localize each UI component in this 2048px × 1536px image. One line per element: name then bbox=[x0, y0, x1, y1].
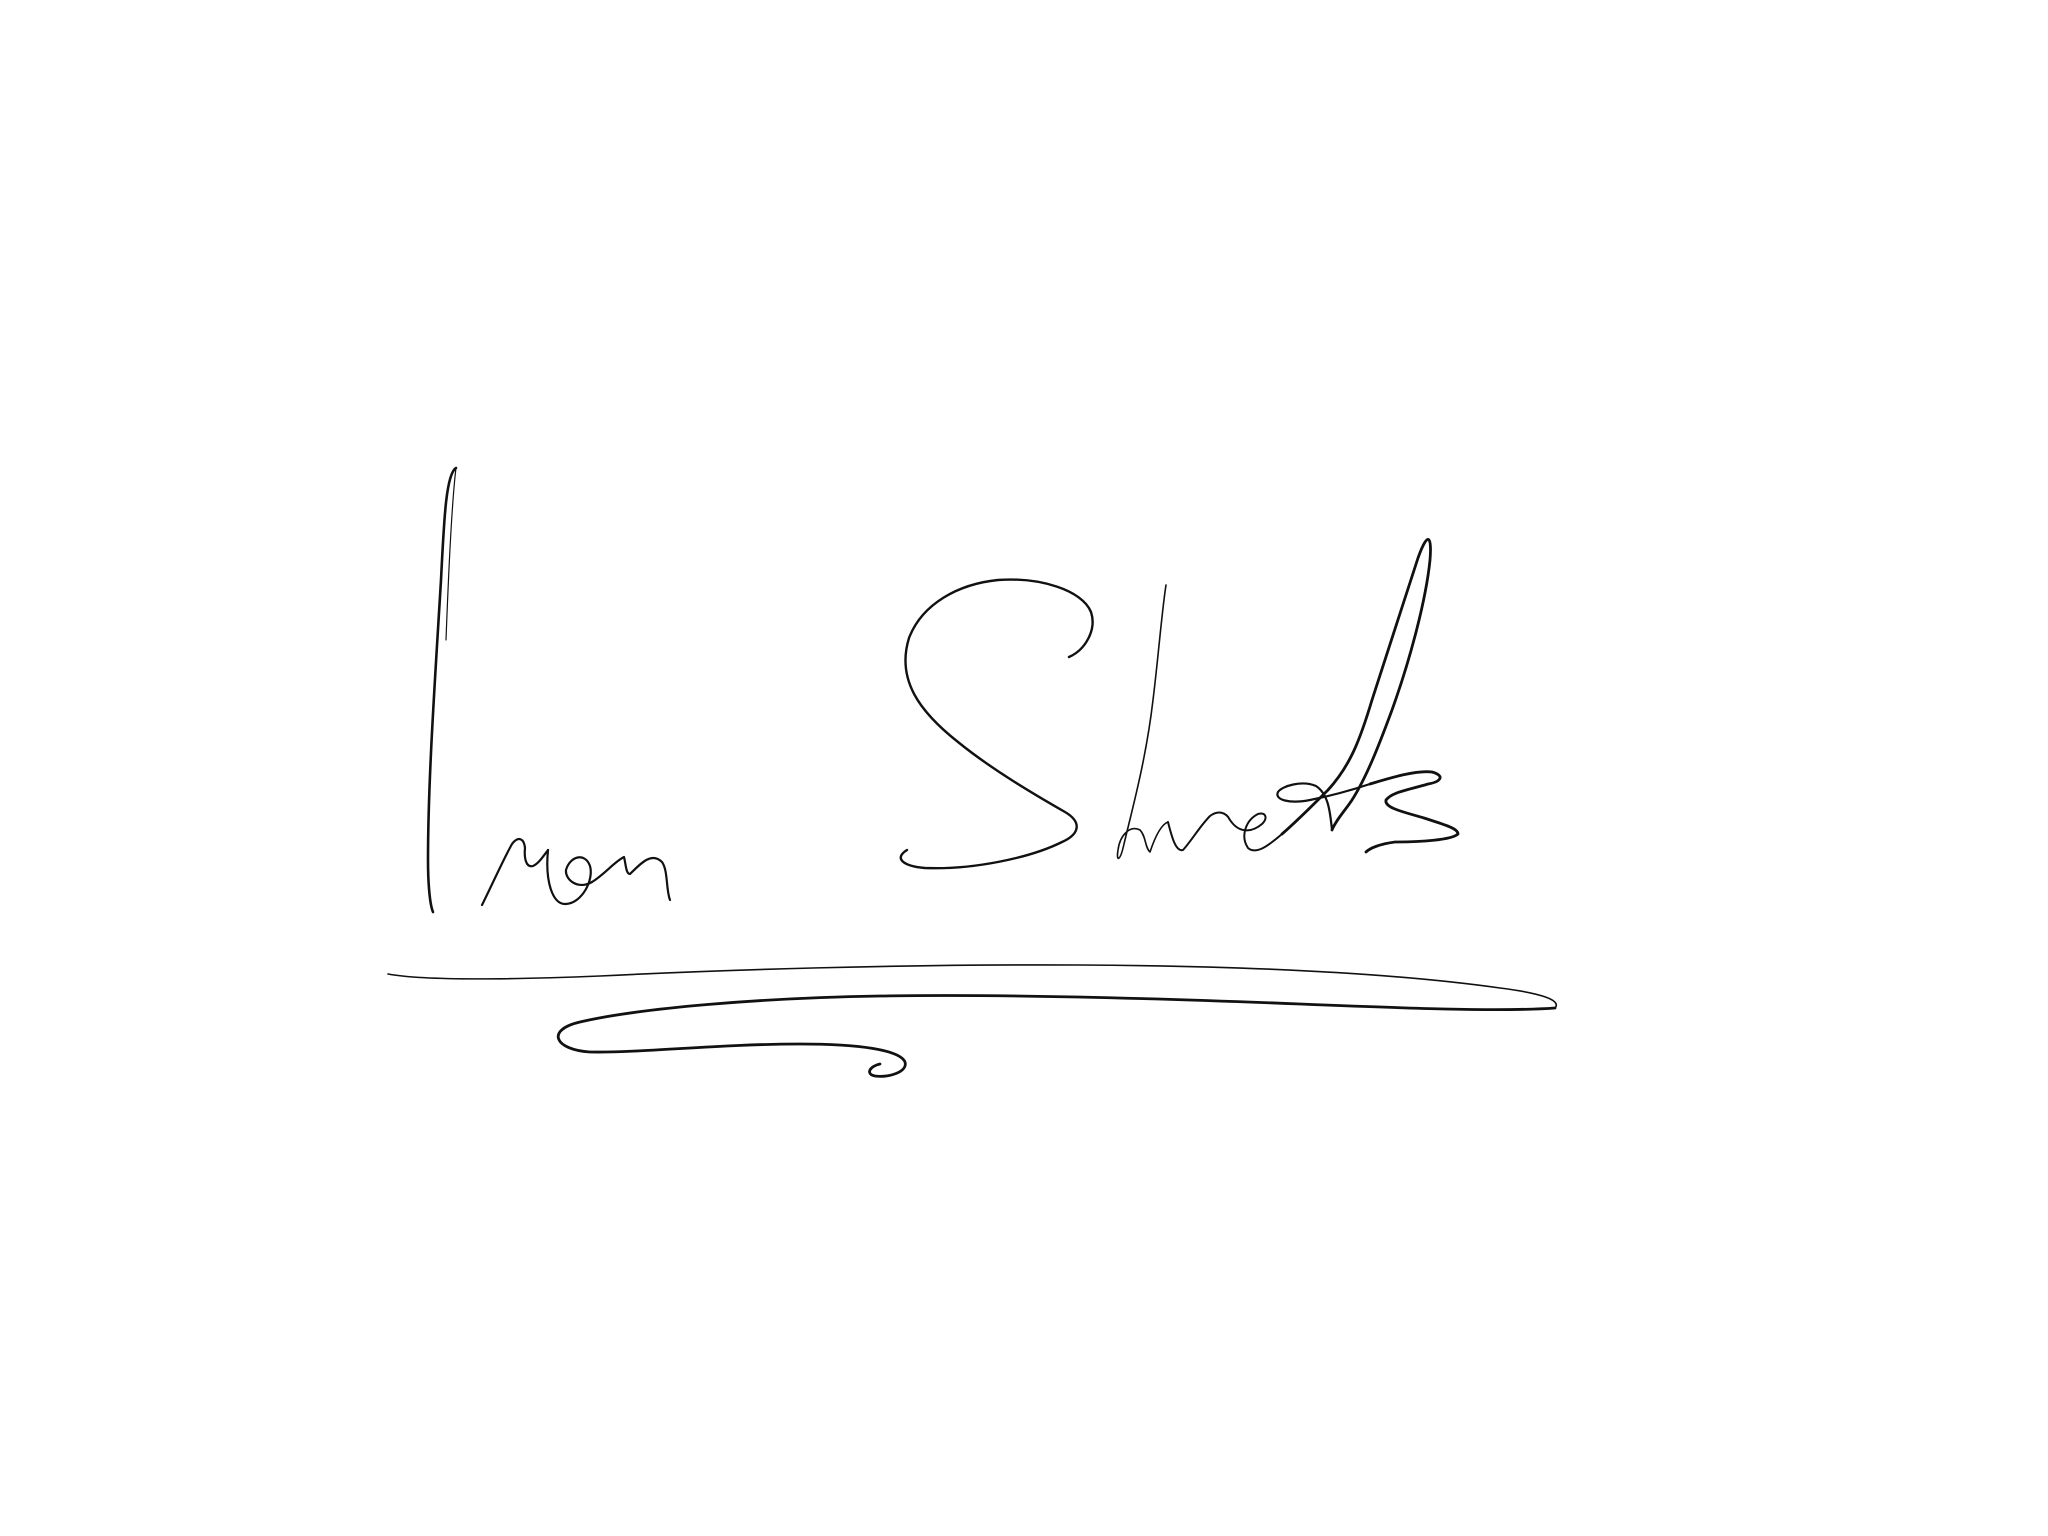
signature-underline-flourish bbox=[388, 965, 1556, 1076]
signature-last-name bbox=[901, 539, 1458, 868]
signature-first-name bbox=[428, 468, 670, 912]
